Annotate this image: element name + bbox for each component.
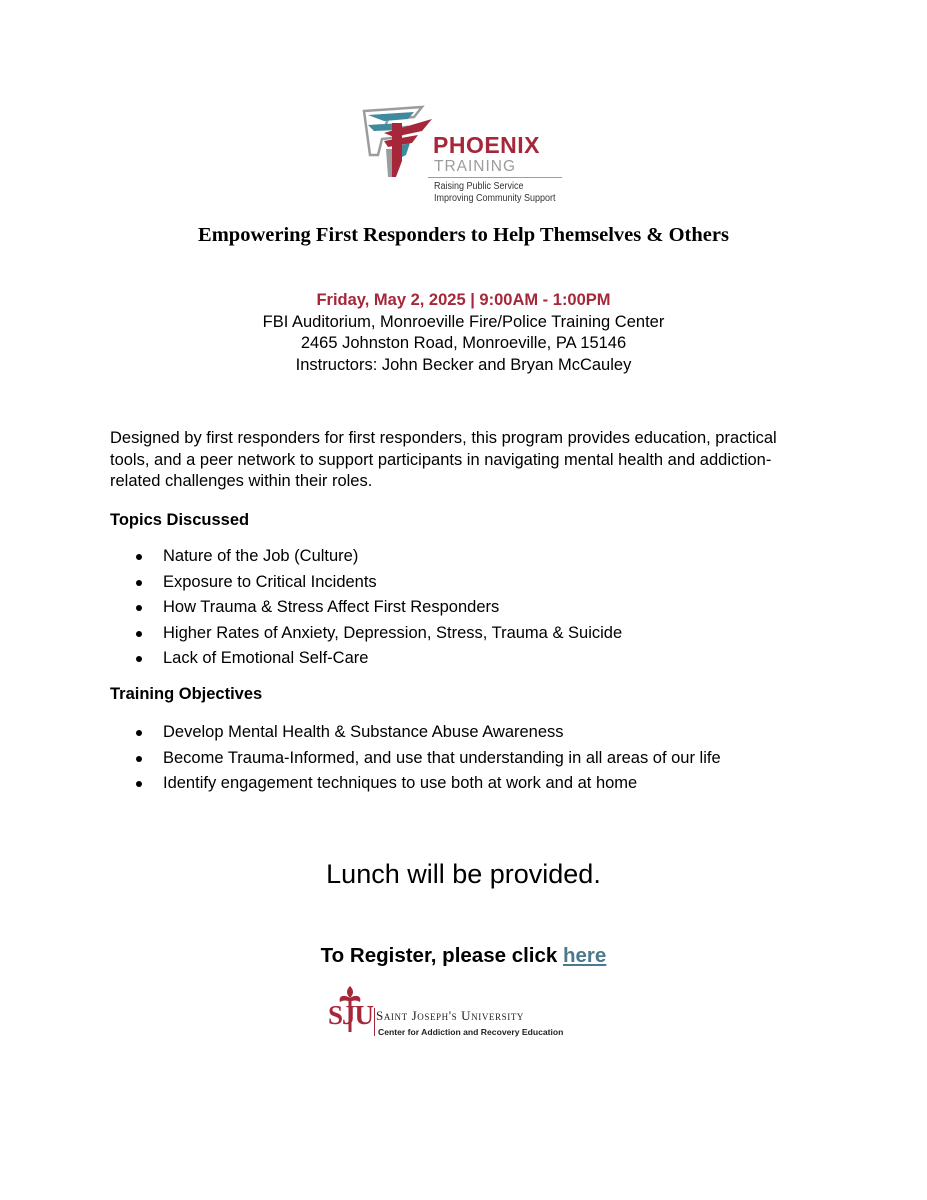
event-info (0, 290, 927, 376)
list-item (136, 623, 622, 649)
objectives-heading: Training Objectives (110, 685, 263, 703)
bullet-icon (136, 631, 142, 637)
objective-text: Become Trauma-Informed, and use that understanding in all areas of our life (163, 748, 721, 767)
bullet-icon (136, 756, 142, 762)
topics-heading: Topics Discussed (110, 511, 250, 529)
phoenix-tagline-2: Improving Community Support (434, 193, 556, 204)
list-item (136, 722, 721, 748)
lunch-notice: Lunch will be provided. (326, 859, 601, 889)
list-item (136, 773, 721, 799)
list-item (136, 597, 622, 623)
list-item (136, 546, 622, 572)
topic-text: How Trauma & Stress Affect First Responders (163, 598, 500, 616)
phoenix-tagline (434, 181, 556, 205)
phoenix-name: PHOENIX (433, 132, 541, 158)
event-venue: FBI Auditorium, Monroeville Fire/Police Training Center (262, 312, 665, 331)
sju-letters: SJU (328, 1000, 374, 1030)
phoenix-subname: TRAINING (434, 158, 517, 175)
objective-text: Develop Mental Health & Substance Abuse Awareness (163, 723, 564, 741)
bullet-icon (136, 580, 142, 586)
page-title: Empowering First Responders to Help Themselves & Others (198, 224, 729, 246)
objectives-list (136, 722, 721, 799)
event-address: 2465 Johnston Road, Monroeville, PA 15146 (300, 334, 627, 352)
sju-logo (326, 984, 564, 1042)
register-line (0, 944, 927, 968)
phoenix-tagline-1: Raising Public Service (434, 181, 524, 192)
objective-text: Identify engagement techniques to use both at work and at home (163, 774, 638, 792)
list-item (136, 572, 622, 598)
sju-divider (374, 1008, 375, 1036)
topics-list (136, 546, 622, 674)
list-item (136, 648, 622, 674)
phoenix-divider (428, 177, 562, 178)
intro-paragraph: Designed by first responders for first responders, this program provides education, practical tools, and a peer network to support participants in navigating mental health and addiction-related challenges within their roles. (110, 429, 777, 490)
topic-text: Exposure to Critical Incidents (163, 572, 377, 591)
event-date-time: Friday, May 2, 2025 | 9:00AM - 1:00PM (316, 291, 611, 309)
bullet-icon (136, 781, 142, 787)
list-item (136, 748, 721, 774)
bullet-icon (136, 730, 142, 736)
topic-text: Nature of the Job (Culture) (163, 547, 359, 565)
sju-center-name: Center for Addiction and Recovery Education (378, 1027, 564, 1037)
phoenix-emblem-icon (362, 105, 442, 181)
register-link[interactable]: here (563, 944, 607, 967)
topic-text: Lack of Emotional Self-Care (163, 649, 369, 667)
bullet-icon (136, 656, 142, 662)
bullet-icon (136, 554, 142, 560)
phoenix-training-logo (362, 105, 567, 207)
sju-name: Saint Joseph's University (376, 1008, 525, 1023)
event-instructors: Instructors: John Becker and Bryan McCauley (295, 355, 632, 374)
register-prefix: To Register, please click (320, 944, 563, 967)
topic-text: Higher Rates of Anxiety, Depression, Stress, Trauma & Suicide (163, 623, 623, 642)
bullet-icon (136, 605, 142, 611)
